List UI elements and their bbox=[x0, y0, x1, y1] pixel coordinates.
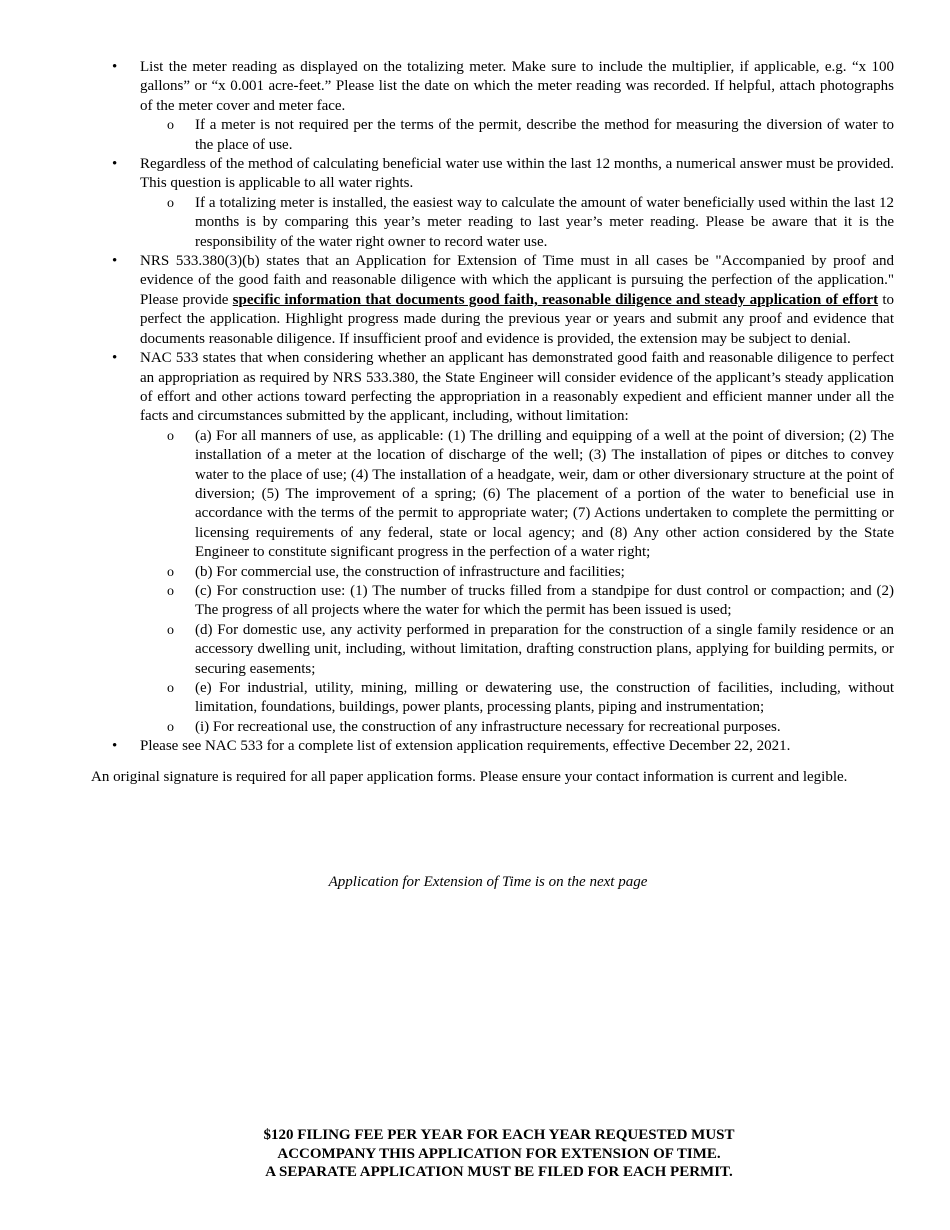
sub-list-item-text: (i) For recreational use, the construction of any infrastructure necessary for recreational purposes. bbox=[195, 718, 781, 735]
sub-list-item-text: (c) For construction use: (1) The number of trucks filled from a standpipe for dust control or compaction; and (2) The progress of all projects where the water for which the permit has been issued is used; bbox=[195, 582, 894, 619]
list-item-text: Regardless of the method of calculating beneficial water use within the last 12 months, a numerical answer must be provided. This question is applicable to all water rights. bbox=[140, 156, 894, 192]
sub-bullet-icon: o bbox=[167, 428, 174, 444]
sub-list-item-industrial bbox=[167, 679, 894, 718]
instructions-list bbox=[0, 58, 950, 757]
sub-bullet-icon: o bbox=[167, 195, 174, 211]
sub-bullet-icon: o bbox=[167, 583, 174, 599]
sub-list bbox=[140, 427, 894, 738]
fee-notice-line: ACCOMPANY THIS APPLICATION FOR EXTENSION OF TIME. bbox=[277, 1145, 721, 1162]
bullet-icon: • bbox=[112, 738, 118, 755]
emphasis-text: specific information that documents good faith, reasonable diligence and steady application of effort bbox=[232, 291, 879, 308]
bullet-icon: • bbox=[112, 59, 118, 75]
bullet-icon: • bbox=[112, 156, 118, 173]
list-item-text: NRS 533.380(3)(b) states that an Application for Extension of Time must in all cases be "Accompanied by proof and evidence of the good faith and reasonable diligence with which the applicant is pursuing the perfection of the application." Please provide bbox=[140, 253, 894, 308]
list-item-nac-533 bbox=[112, 349, 894, 737]
fee-notice-line: $120 FILING FEE PER YEAR FOR EACH YEAR REQUESTED MUST bbox=[263, 1127, 735, 1143]
sub-list-item-text: (a) For all manners of use, as applicable: (1) The drilling and equipping of a well at the point of diversion; (2) The installation of a meter at the location of discharge of the well; (3) The installation of pipes or ditches to convey water to the place of use; (4) The installation of a headgate, weir, dam or other diversionary structure at the point of diversion; (5) The improvement of a spring; (6) The placement of a portion of the water to beneficial use in accordance with the terms of the permit to appropriate water; (7) Actions undertaken to complete the permitting or licensing requirements of any federal, state or local agency; and (8) Any other action considered by the State Engineer to constitute significant progress in the perfection of a water right; bbox=[195, 427, 894, 561]
sub-bullet-icon: o bbox=[167, 681, 174, 696]
sub-list-item-text: If a totalizing meter is installed, the easiest way to calculate the amount of water beneficially used within the last 12 months is by comparing this year’s meter reading to last year’s meter reading. Please be aware that it is the responsibility of the water right owner to record water use. bbox=[195, 194, 894, 250]
sub-list-item-construction bbox=[167, 582, 894, 621]
bullet-icon: • bbox=[112, 253, 118, 270]
sub-list-item-text: (b) For commercial use, the construction of infrastructure and facilities; bbox=[195, 563, 625, 580]
sub-list-item-text: (e) For industrial, utility, mining, milling or dewatering use, the construction of facilities, including, without limitation, foundations, buildings, power plants, processing plants, piping and instrumentation; bbox=[195, 680, 894, 716]
sub-list-item-domestic bbox=[167, 621, 894, 679]
sub-list-item-text: If a meter is not required per the terms of the permit, describe the method for measuring the diversion of water to the place of use. bbox=[195, 117, 894, 153]
next-page-note: Application for Extension of Time is on the next page bbox=[328, 874, 648, 890]
list-item-nrs-533-380 bbox=[112, 252, 895, 349]
list-item-meter-reading bbox=[112, 58, 894, 155]
list-item-text: NAC 533 states that when considering whether an applicant has demonstrated good faith and reasonable diligence to perfect an appropriation as required by NRS 533.380, the State Engineer will consider evidence of the applicant’s steady application of effort and other actions toward perfecting the appropriation in a reasonably expedient and efficient manner under all the facts and circumstances submitted by the applicant, including, without limitation: bbox=[140, 350, 894, 425]
sub-list-item-recreational bbox=[167, 718, 894, 737]
sub-list bbox=[140, 116, 894, 155]
filing-fee-notice bbox=[0, 1126, 950, 1182]
sub-bullet-icon: o bbox=[167, 118, 174, 134]
sub-list-item-commercial bbox=[167, 563, 894, 582]
bullet-icon: • bbox=[112, 350, 118, 367]
list-item-text: Please see NAC 533 for a complete list of extension application requirements, effective December 22, 2021. bbox=[140, 738, 791, 755]
sub-bullet-icon: o bbox=[167, 564, 174, 580]
sub-list bbox=[140, 194, 894, 252]
sub-list-item bbox=[167, 194, 894, 252]
signature-note: An original signature is required for all paper application forms. Please ensure your contact information is current and legible. bbox=[91, 769, 848, 785]
fee-notice-line: A SEPARATE APPLICATION MUST BE FILED FOR EACH PERMIT. bbox=[265, 1164, 733, 1180]
sub-list-item bbox=[167, 116, 894, 155]
list-item-text-continued: to perfect the application. Highlight progress made during the previous year or years and submit any proof and evidence that documents reasonable diligence. If insufficient proof and evidence is provided, the extension may be subject to denial. bbox=[140, 291, 895, 347]
sub-list-item-all-uses bbox=[167, 427, 894, 563]
list-item-numerical-answer bbox=[112, 155, 894, 252]
sub-bullet-icon: o bbox=[167, 719, 174, 735]
sub-bullet-icon: o bbox=[167, 622, 174, 638]
list-item-text: List the meter reading as displayed on the totalizing meter. Make sure to include the multiplier, if applicable, e.g. “x 100 gallons” or “x 0.001 acre-feet.” Please list the date on which the meter reading was recorded. If helpful, attach photographs of the meter cover and meter face. bbox=[140, 59, 894, 114]
list-item-nac-reference bbox=[112, 737, 894, 756]
sub-list-item-text: (d) For domestic use, any activity performed in preparation for the construction of a single family residence or an accessory dwelling unit, including, without limitation, drafting construction plans, applying for building permits, or securing easements; bbox=[195, 621, 894, 677]
